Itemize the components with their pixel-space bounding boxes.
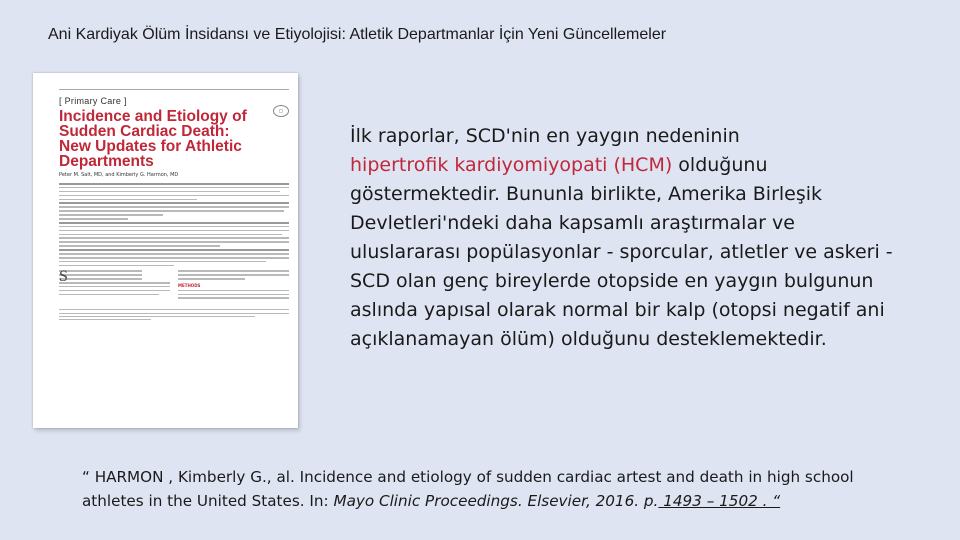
thumb-section-label: [ Primary Care ] [59,96,127,106]
journal-logo-icon: ◯ [273,105,289,117]
citation [82,465,882,513]
thumb-body-columns [59,270,289,301]
body-line-1: İlk raporlar, SCD'nin en yaygın nedeninin [350,125,740,147]
thumb-methods-label: METHODS [178,282,201,288]
thumb-abstract-lines [59,183,289,266]
slide-title: Ani Kardiyak Ölüm İnsidansı ve Etiyolojisi: Atletik Departmanlar İçin Yeni Güncellemeler [48,26,667,43]
thumb-paper-heading: Incidence and Etiology of Sudden Cardiac Death: New Updates for Athletic Departments [59,108,247,170]
citation-prefix: “ HARMON , Kimberly G., al. Incidence and etiology of sudden cardiac artest and death in high school athletes in the United States. In: [82,468,854,510]
thumb-dropcap: S [59,268,68,286]
citation-pages: 1493 – 1502 . “ [658,492,781,510]
body-paragraph [350,122,910,354]
thumb-authors: Peter M. Salt, MD, and Kimberly G. Harmon, MD [59,172,179,178]
thumb-footnote-lines [59,309,289,320]
body-continuation: olduğunu göstermektedir. Bununla birlikte, Amerika Birleşik Devletleri'ndeki daha kapsamlı araştırmalar ve uluslararası popülasyonlar - sporcular, atletler ve askeri - SCD olan genç bireylerde otopside en yaygın bulgunun aslında yapısal olarak normal bir kalp (otopsi negatif ani açıklanamayan ölüm) olduğunu desteklemektedir. [350,154,893,350]
paper-thumbnail [33,73,298,428]
thumb-header-line [59,83,289,90]
citation-journal: Mayo Clinic Proceedings. Elsevier, 2016. p. [333,492,659,510]
body-highlight-hcm: hipertrofik kardiyomiyopati (HCM) [350,154,673,176]
